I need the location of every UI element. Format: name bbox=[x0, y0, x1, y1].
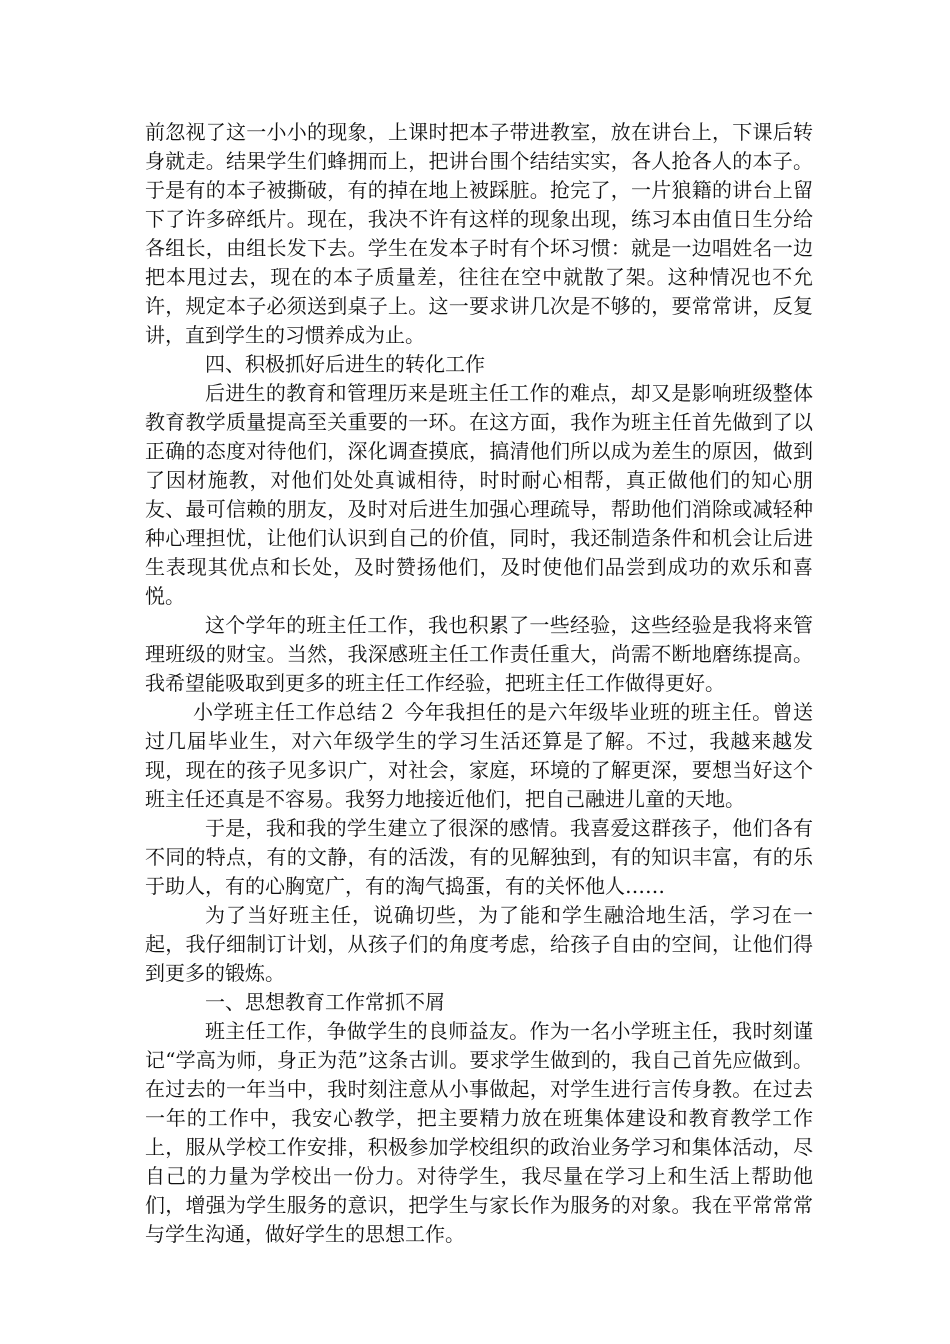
paragraph-summary-two-intro: 小学班主任工作总结２ 今年我担任的是六年级毕业班的班主任。曾送过几届毕业生，对六年级学生的学习生活还算是了解。不过，我越来越发现，现在的孩子见多识广，对社会，家庭，环境的了解更深，要想当好这个班主任还真是不容易。我努力地接近他们，把自己融进儿童的天地。 bbox=[145, 700, 813, 811]
paragraph-mentor: 班主任工作，争做学生的良师益友。作为一名小学班主任，我时刻谨记“学高为师，身正为范”这条古训。要求学生做到的，我自己首先应做到。在过去的一年当中，我时刻注意从小事做起，对学生进行言传身教。在过去一年的工作中，我安心教学，把主要精力放在班集体建设和教育教学工作上，服从学校工作安排，积极参加学校组织的政治业务学习和集体活动，尽自己的力量为学校出一份力。对待学生，我尽量在学习上和生活上帮助他们，增强为学生服务的意识，把学生与家长作为服务的对象。我在平常常常与学生沟通，做好学生的思想工作。 bbox=[145, 1019, 813, 1246]
section-heading-one: 一、思想教育工作常抓不屑 bbox=[205, 990, 445, 1014]
paragraph-experience: 这个学年的班主任工作，我也积累了一些经验，这些经验是我将来管理班级的财宝。当然，我深感班主任工作责任重大，尚需不断地磨练提高。我希望能吸取到更多的班主任工作经验，把班主任工作做得更好。 bbox=[145, 613, 813, 695]
document-body bbox=[145, 118, 813, 1249]
section-heading-four: 四、积极抓好后进生的转化工作 bbox=[205, 352, 485, 376]
paragraph-underachievers: 后进生的教育和管理历来是班主任工作的难点，却又是影响班级整体教育教学质量提高至关重要的一环。在这方面，我作为班主任首先做到了以正确的态度对待他们，深化调查摸底，搞清他们所以成为差生的原因，做到了因材施教，对他们处处真诚相待，时时耐心相帮，真正做他们的知心朋友、最可信赖的朋友，及时对后进生加强心理疏导，帮助他们消除或减轻种种心理担忧，让他们认识到自己的价值，同时，我还制造条件和机会让后进生表现其优点和长处，及时赞扬他们，及时使他们品尝到成功的欢乐和喜悦。 bbox=[145, 381, 813, 608]
paragraph-planning: 为了当好班主任，说确切些，为了能和学生融洽地生活，学习在一起，我仔细制订计划，从孩子们的角度考虑，给孩子自由的空间，让他们得到更多的锻炼。 bbox=[145, 903, 813, 985]
paragraph-students-feelings: 于是，我和我的学生建立了很深的感情。我喜爱这群孩子，他们各有不同的特点，有的文静，有的活泼，有的见解独到，有的知识丰富，有的乐于助人，有的心胸宽广，有的淘气捣蛋，有的关怀他人…… bbox=[145, 816, 813, 898]
paragraph-continuation: 前忽视了这一小小的现象，上课时把本子带进教室，放在讲台上，下课后转身就走。结果学生们蜂拥而上，把讲台围个结结实实，各人抢各人的本子。于是有的本子被撕破，有的掉在地上被踩脏。抢完了，一片狼籍的讲台上留下了许多碎纸片。现在，我决不许有这样的现象出现，练习本由值日生分给各组长，由组长发下去。学生在发本子时有个坏习惯：就是一边唱姓名一边把本甩过去，现在的本子质量差，往往在空中就散了架。这种情况也不允许，规定本子必须送到桌子上。这一要求讲几次是不够的，要常常讲，反复讲，直到学生的习惯养成为止。 bbox=[145, 120, 813, 347]
